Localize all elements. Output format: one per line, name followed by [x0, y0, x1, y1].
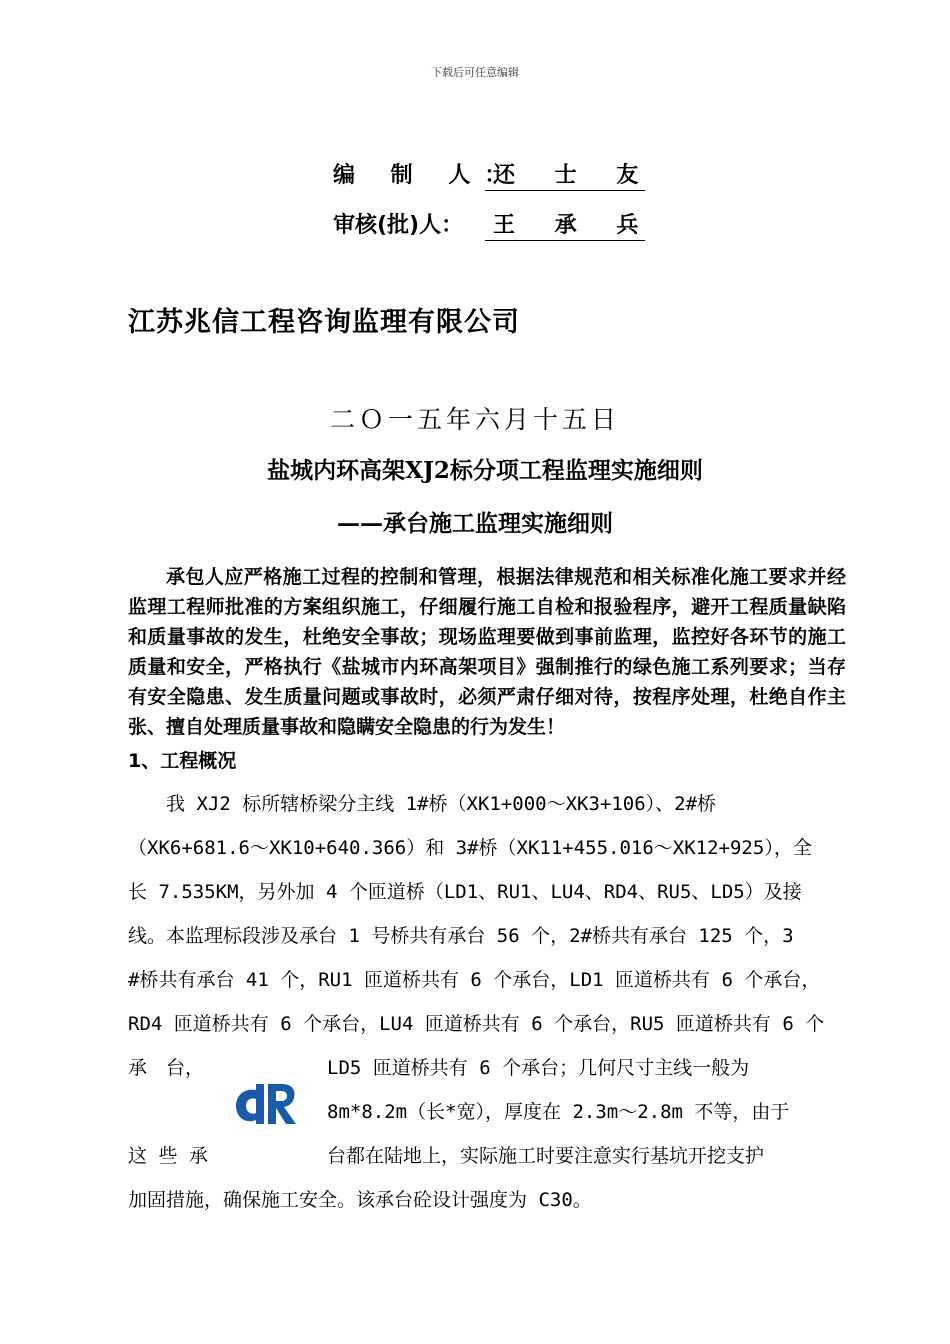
- editor-name: 还 士 友: [485, 162, 645, 191]
- body-line: #桥共有承台 41 个，RU1 匝道桥共有 6 个承台，LD1 匝道桥共有 6 个承台，: [128, 969, 821, 991]
- document-date: 二Ｏ一五年六月十五日: [329, 405, 620, 434]
- body-line: [327, 1097, 847, 1124]
- reviewer-signature-row: [333, 208, 655, 241]
- body-line-left: 承 台，: [128, 1057, 205, 1079]
- body-line-right: LD5 匝道桥共有 6 个承台；几何尺寸主线一般为: [327, 1057, 750, 1079]
- body-line-left: 这 些 承: [128, 1145, 208, 1167]
- body-line: RD4 匝道桥共有 6 个承台，LU4 匝道桥共有 6 个承台，RU5 匝道桥共有 6 个: [128, 1013, 825, 1035]
- intro-paragraph: 承包人应严格施工过程的控制和管理，根据法律规范和相关标准化施工要求并经监理工程师批准的方案组织施工，仔细履行施工自检和报验程序，避开工程质量缺陷和质量事故的发生，杜绝安全事故；现场监理要做到事前监理，监控好各环节的施工质量和安全，严格执行《盐城市内环高架项目》强制推行的绿色施工系列要求；当存有安全隐患、发生质量问题或事故时，必须严肃仔细对待，按程序处理，杜绝自作主张、擅自处理质量事故和隐瞒安全隐患的行为发生！: [128, 566, 846, 738]
- reviewer-name: 王 承 兵: [485, 212, 645, 241]
- company-logo-icon: [232, 1080, 300, 1130]
- editor-signature-row: [333, 158, 655, 191]
- body-line: 长 7.535KM，另外加 4 个匝道桥（LD1、RU1、LU4、RD4、RU5、LD5）及接: [128, 881, 802, 903]
- body-line-right: 台都在陆地上，实际施工时要注意实行基坑开挖支护: [327, 1145, 765, 1167]
- header-note: 下载后可任意编辑: [431, 66, 519, 79]
- body-line: （XK6+681.6～XK10+640.366）和 3#桥（XK11+455.016～XK12+925），全: [128, 837, 812, 859]
- company-name: 江苏兆信工程咨询监理有限公司: [128, 307, 520, 338]
- body-line: 线。本监理标段涉及承台 1 号桥共有承台 56 个，2#桥共有承台 125 个，3: [128, 925, 794, 947]
- document-title: 盐城内环高架XJ2标分项工程监理实施细则: [267, 457, 703, 484]
- body-line-right: 8m*8.2m（长*宽），厚度在 2.3m～2.8m 不等，由于: [327, 1101, 790, 1123]
- body-line: 我 XJ2 标所辖桥梁分主线 1#桥（XK1+000～XK3+106）、2#桥: [128, 793, 717, 815]
- document-subtitle: ——承台施工监理实施细则: [337, 510, 613, 537]
- body-line: [327, 1053, 847, 1080]
- section-heading: 1、工程概况: [128, 750, 237, 772]
- reviewer-label: 审核(批)人：: [333, 213, 464, 238]
- body-line: 加固措施，确保施工安全。该承台砼设计强度为 C30。: [128, 1189, 592, 1211]
- editor-label: 编 制 人：: [333, 163, 521, 188]
- body-line: [327, 1141, 847, 1168]
